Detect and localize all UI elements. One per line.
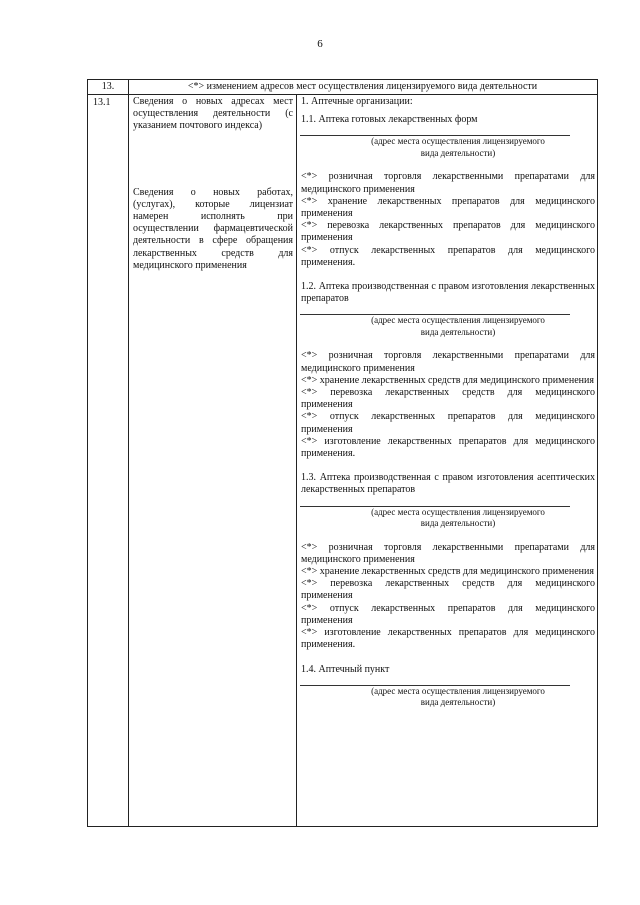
list-item: <*> розничная торговля лекарственными препаратами для медицинского применения: [301, 171, 595, 195]
list-item: <*> отпуск лекарственных препаратов для медицинского применения.: [301, 244, 595, 268]
page-number: 6: [317, 38, 323, 50]
row-13-1-left-cell: [133, 96, 293, 272]
section-1-3-title: 1.3. Аптека производственная с правом изготовления асептических лекарственных препаратов: [301, 472, 595, 496]
address-caption: (адрес места осуществления лицензируемого вида деятельности): [371, 315, 545, 337]
row-13-1-number: 13.1: [93, 97, 111, 108]
row-13-number: 13.: [101, 81, 115, 92]
list-item: <*> отпуск лекарственных препаратов для медицинского применения: [301, 602, 595, 626]
table-divider-row: [88, 94, 597, 95]
list-item: <*> розничная торговля лекарственными препаратами для медицинского применения: [301, 541, 595, 565]
list-item: <*> хранение лекарственных средств для медицинского применения: [301, 374, 594, 386]
list-item: <*> розничная торговля лекарственными препаратами для медицинского применения: [301, 350, 595, 374]
list-item: <*> перевозка лекарственных препаратов для медицинского применения: [301, 220, 595, 244]
section-1-4-title: 1.4. Аптечный пункт: [301, 663, 390, 675]
section-1-2-title: 1.2. Аптека производственная с правом изготовления лекарственных препаратов: [301, 281, 595, 305]
list-item: <*> изготовление лекарственных препаратов для медицинского применения.: [301, 435, 595, 460]
license-table: [87, 79, 598, 827]
list-item: <*> перевозка лекарственных средств для медицинского применения: [301, 578, 595, 602]
list-item: <*> отпуск лекарственных препаратов для медицинского применения: [301, 411, 595, 435]
new-works-info: Сведения о новых работах, (услугах), которые лицензиат намерен исполнять при осуществлении фармацевтической деятельности в сфере обращения лекарственных средств для медицинского применения: [133, 186, 293, 271]
list-item: <*> изготовление лекарственных препаратов для медицинского применения.: [301, 627, 595, 651]
pharmacy-orgs-header: 1. Аптечные организации:: [301, 96, 413, 107]
list-item: <*> хранение лекарственных средств для медицинского применения: [301, 566, 594, 578]
list-item: <*> перевозка лекарственных средств для медицинского применения: [301, 387, 595, 411]
list-item: <*> хранение лекарственных препаратов для медицинского применения: [301, 195, 595, 220]
address-caption: (адрес места осуществления лицензируемого вида деятельности): [371, 136, 545, 158]
table-divider-col2: [296, 94, 297, 826]
address-caption: (адрес места осуществления лицензируемого вида деятельности): [371, 685, 545, 708]
new-addresses-info: Сведения о новых адресах мест осуществления деятельности (с указанием почтового индекса): [133, 96, 293, 132]
table-divider-col1: [128, 80, 129, 826]
row-13-1-right-cell: [301, 96, 595, 709]
address-caption: (адрес места осуществления лицензируемого вида деятельности): [371, 506, 545, 529]
section-1-1-title: 1.1. Аптека готовых лекарственных форм: [301, 114, 478, 126]
row-13-text: <*> изменением адресов мест осуществления лицензируемого вида деятельности: [187, 81, 538, 92]
